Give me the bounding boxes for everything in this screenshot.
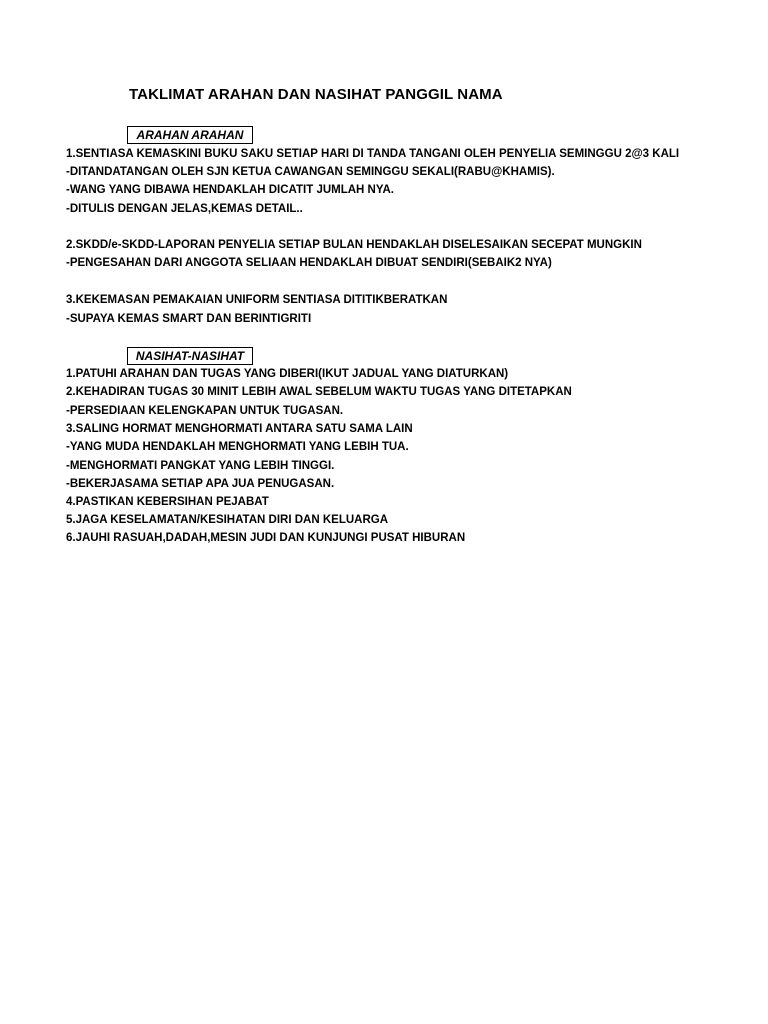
nasihat-line: 3.SALING HORMAT MENGHORMATI ANTARA SATU SAMA LAIN [66,423,413,435]
section-label-arahan: ARAHAN ARAHAN [127,126,253,144]
arahan-line: -DITANDATANGAN OLEH SJN KETUA CAWANGAN SEMINGGU SEKALI(RABU@KHAMIS). [66,166,555,178]
arahan-line: -SUPAYA KEMAS SMART DAN BERINTIGRITI [66,313,312,325]
arahan-line: -DITULIS DENGAN JELAS,KEMAS DETAIL.. [66,203,303,215]
nasihat-line: -BEKERJASAMA SETIAP APA JUA PENUGASAN. [66,478,335,490]
arahan-line: 3.KEKEMASAN PEMAKAIAN UNIFORM SENTIASA DITITIKBERATKAN [66,294,448,306]
arahan-line: -PENGESAHAN DARI ANGGOTA SELIAAN HENDAKLAH DIBUAT SENDIRI(SEBAIK2 NYA) [66,257,552,269]
arahan-line: 2.SKDD/e-SKDD-LAPORAN PENYELIA SETIAP BULAN HENDAKLAH DISELESAIKAN SECEPAT MUNGKIN [66,239,642,251]
nasihat-line: -MENGHORMATI PANGKAT YANG LEBIH TINGGI. [66,460,335,472]
page-title: TAKLIMAT ARAHAN DAN NASIHAT PANGGIL NAMA [129,86,503,103]
section-label-nasihat: NASIHAT-NASIHAT [127,347,253,365]
nasihat-line: 6.JAUHI RASUAH,DADAH,MESIN JUDI DAN KUNJUNGI PUSAT HIBURAN [66,532,466,544]
nasihat-line: -YANG MUDA HENDAKLAH MENGHORMATI YANG LEBIH TUA. [66,441,409,453]
nasihat-line: -PERSEDIAAN KELENGKAPAN UNTUK TUGASAN. [66,405,344,417]
arahan-line: 1.SENTIASA KEMASKINI BUKU SAKU SETIAP HARI DI TANDA TANGANI OLEH PENYELIA SEMINGGU 2@3 KALI [66,148,680,160]
nasihat-line: 1.PATUHI ARAHAN DAN TUGAS YANG DIBERI(IKUT JADUAL YANG DIATURKAN) [66,368,509,380]
arahan-line: -WANG YANG DIBAWA HENDAKLAH DICATIT JUMLAH NYA. [66,184,394,196]
nasihat-line: 2.KEHADIRAN TUGAS 30 MINIT LEBIH AWAL SEBELUM WAKTU TUGAS YANG DITETAPKAN [66,386,572,398]
nasihat-line: 4.PASTIKAN KEBERSIHAN PEJABAT [66,496,269,508]
nasihat-line: 5.JAGA KESELAMATAN/KESIHATAN DIRI DAN KELUARGA [66,514,389,526]
